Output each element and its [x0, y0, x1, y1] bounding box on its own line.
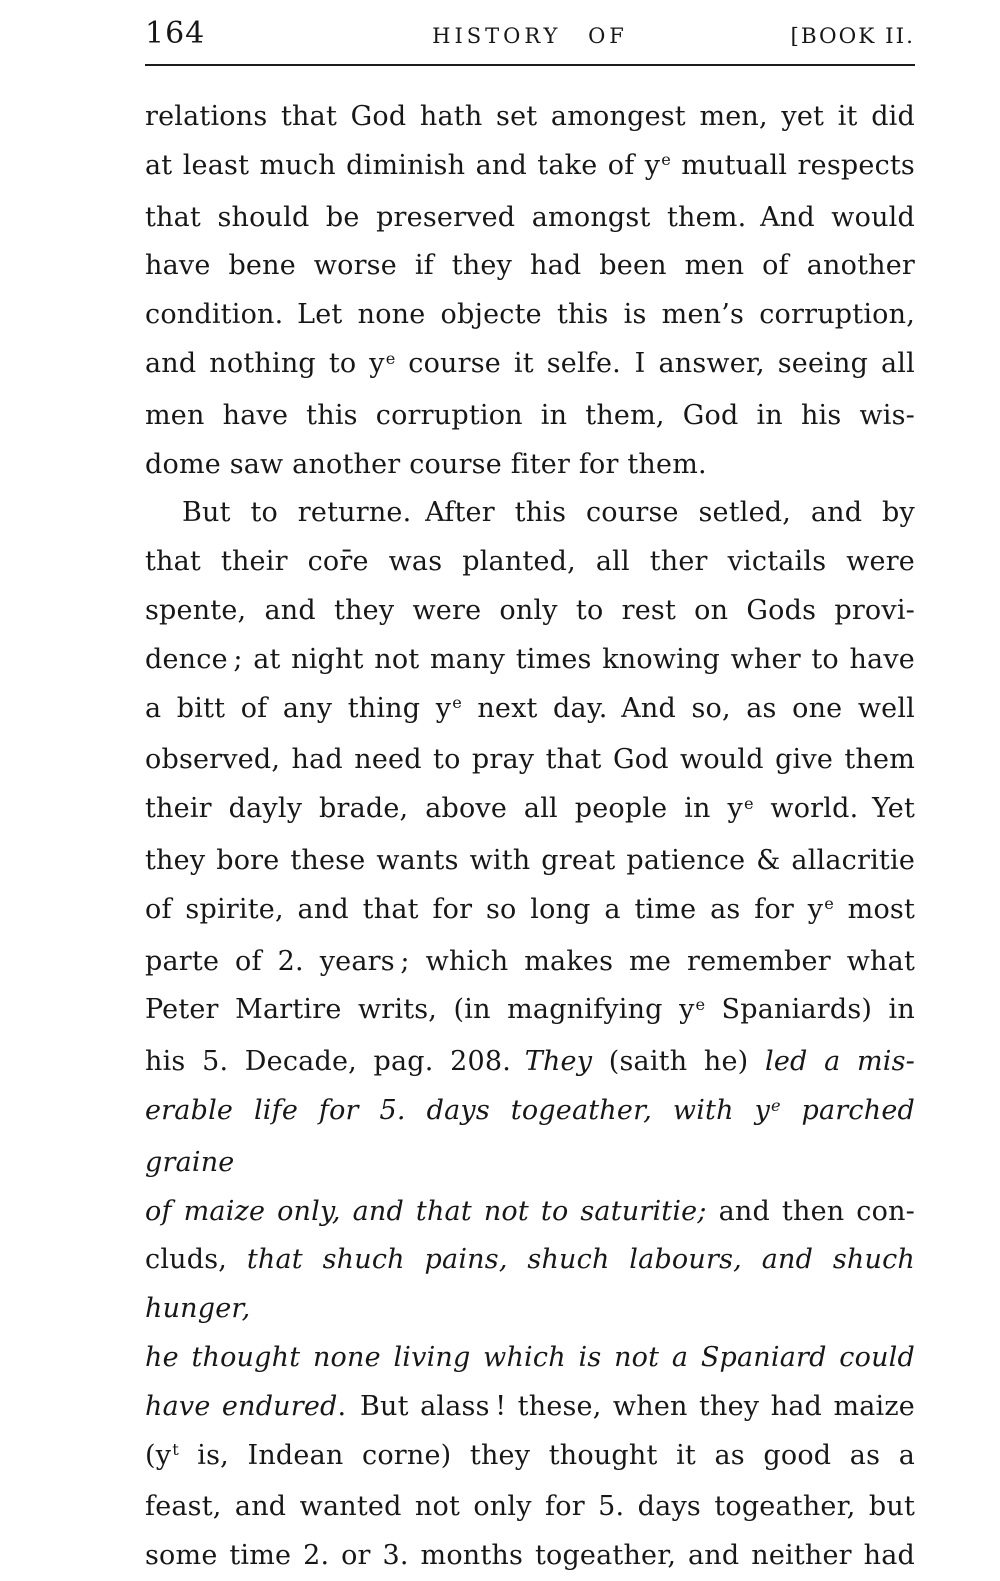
body-text: feast, and wanted not only for 5. days togeather, but	[145, 1491, 915, 1523]
italic-text: of maize only, and that not to saturitie;	[145, 1195, 707, 1227]
body-text: at least much diminish and take of y	[145, 149, 661, 181]
text-line	[145, 489, 915, 538]
text-line	[145, 1236, 915, 1334]
body-text: a bitt of any thing y	[145, 692, 452, 724]
body-text: some time 2. or 3. months togeather, and neither had	[145, 1540, 915, 1572]
body-text: condition. Let none objecte this is men’s corruption,	[145, 299, 915, 331]
superscript-abbreviation: e	[661, 150, 671, 170]
text-line	[145, 986, 915, 1038]
text-line	[145, 1532, 915, 1581]
body-text: is, Indean corne) they thought it as good as a	[178, 1439, 915, 1471]
text-line	[145, 1188, 915, 1237]
text-line	[145, 1432, 915, 1484]
text-line	[145, 736, 915, 785]
body-text: most	[833, 893, 916, 925]
text-line	[145, 938, 915, 987]
text-line	[145, 685, 915, 737]
body-text: that their cor̄e was planted, all ther victails were	[145, 546, 915, 578]
text-line	[145, 392, 915, 441]
body-text: mutuall respects	[670, 149, 915, 181]
body-text: they bore these wants with great patience & allacritie	[145, 844, 915, 876]
body-text: relations that God hath set amongest men, yet it did	[145, 101, 915, 132]
text-line	[145, 1087, 915, 1188]
superscript-abbreviation: e	[743, 793, 754, 813]
italic-text: led a mis-	[765, 1046, 915, 1078]
body-text: next day. And so, as one well	[461, 692, 915, 724]
text-line	[145, 636, 915, 685]
superscript-abbreviation: t	[172, 1440, 179, 1460]
body-text: Peter Martire writs, (in magnifying y	[145, 994, 695, 1026]
italic-text: parched graine	[145, 1094, 915, 1178]
italic-text: that shuch pains, shuch labours, and shuch hunger,	[145, 1244, 915, 1325]
text-line	[145, 785, 915, 837]
body-text: . But alass ! these, when they had maize	[337, 1390, 915, 1422]
page-number: 164	[145, 16, 206, 51]
text-line	[145, 1483, 915, 1532]
text-line	[145, 142, 915, 194]
text-line	[145, 837, 915, 886]
page-header	[145, 0, 915, 51]
text-line	[145, 886, 915, 938]
body-text: his 5. Decade, pag. 208.	[145, 1046, 525, 1078]
body-text: and nothing to y	[145, 347, 385, 379]
body-text: that should be preserved amongst them. And would	[145, 201, 915, 233]
body-text: (saith he)	[592, 1046, 765, 1078]
book-label: [BOOK II.	[790, 24, 915, 49]
body-text: spente, and they were only to rest on Gods provi-	[145, 594, 915, 626]
text-line	[145, 242, 915, 291]
text-line	[145, 538, 915, 587]
text-line	[145, 340, 915, 392]
body-text: But to returne. After this course setled, and by	[182, 497, 915, 529]
superscript-abbreviation: e	[452, 693, 462, 713]
superscript-abbreviation: e	[695, 994, 706, 1014]
body-text: course it selfe. I answer, seeing all	[395, 347, 915, 379]
body-text: men have this corruption in them, God in his wis-	[145, 399, 915, 431]
body-text: dome saw another course fiter for them.	[145, 448, 707, 480]
text-line	[145, 1038, 915, 1087]
body-text: observed, had need to pray that God would give them	[145, 744, 915, 776]
body-text: cluds,	[145, 1244, 247, 1276]
text-line	[145, 587, 915, 636]
text-line	[145, 1383, 915, 1432]
body-text: dence ; at night not many times knowing wher to have	[145, 643, 915, 675]
text-line	[145, 194, 915, 243]
header-rule	[145, 64, 915, 66]
text-line	[145, 93, 915, 142]
body-text: parte of 2. years ; which makes me remember what	[145, 945, 915, 977]
body-text: and then con-	[706, 1195, 915, 1227]
body-text: their dayly brade, above all people in y	[145, 793, 743, 825]
italic-text: he thought none living which is not a Spaniard could	[145, 1341, 915, 1373]
superscript-abbreviation: e	[771, 1095, 781, 1115]
italic-text: have endured	[145, 1390, 338, 1422]
body-text: of spirite, and that for so long a time as for y	[145, 893, 824, 925]
running-title: HISTORY OF	[432, 24, 628, 48]
body-text: have bene worse if they had been men of another	[145, 250, 915, 282]
body-text: Spaniards) in	[705, 994, 915, 1026]
italic-text: They	[524, 1046, 593, 1078]
text-line	[145, 441, 915, 490]
superscript-abbreviation: e	[385, 348, 396, 368]
text-line	[145, 1334, 915, 1383]
body-text: (y	[145, 1439, 172, 1471]
italic-text: erable life for 5. days togeather, with y	[145, 1094, 771, 1126]
body-text: world. Yet	[753, 793, 916, 825]
superscript-abbreviation: e	[824, 894, 834, 914]
page-body	[145, 93, 915, 1581]
text-line	[145, 291, 915, 340]
